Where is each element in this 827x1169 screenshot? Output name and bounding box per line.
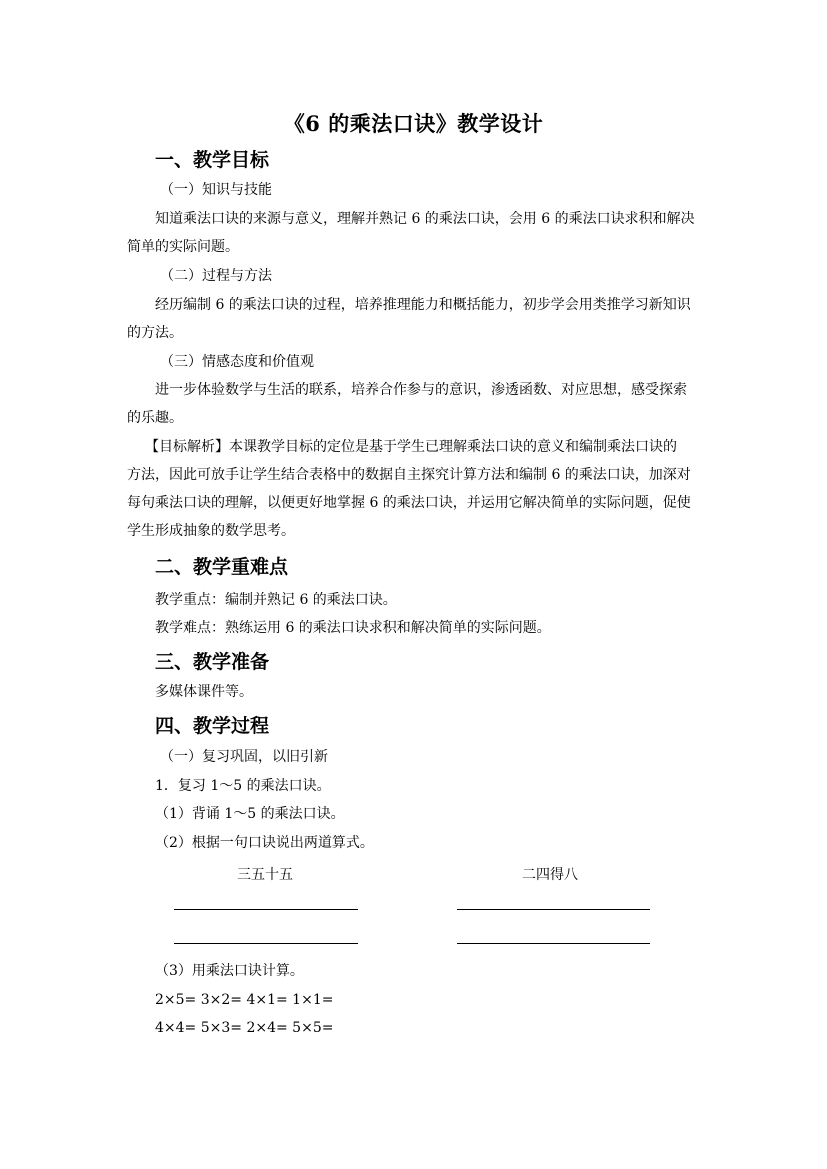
answer-blank-line: [174, 909, 358, 910]
subheading-attitude-values: （三）情感态度和价值观: [160, 354, 314, 370]
analysis-line: 【目标解析】本课教学目标的定位是基于学生已理解乘法口诀的意义和编制乘法口诀的: [145, 439, 677, 455]
rhyme-left: 三五十五: [237, 867, 293, 883]
analysis-line: 每句乘法口诀的理解，以便更好地掌握 6 的乘法口诀，并运用它解决简单的实际问题，促使: [127, 495, 691, 511]
paragraph-line: 的乐趣。: [127, 410, 183, 426]
section-heading-process: 四、教学过程: [155, 715, 270, 737]
difficulty-paragraph: 教学难点：熟练运用 6 的乘法口诀求积和解决简单的实际问题。: [155, 620, 551, 636]
section-heading-key-points: 二、教学重难点: [155, 556, 289, 578]
section-heading-preparation: 三、教学准备: [155, 651, 270, 673]
document-title: 《6 的乘法口诀》教学设计: [283, 111, 544, 136]
subheading-review: （一）复习巩固，以旧引新: [160, 749, 328, 765]
answer-blank-line: [174, 943, 358, 944]
calc-line: 2×5= 3×2= 4×1= 1×1=: [155, 992, 334, 1008]
list-item: 1．复习 1～5 的乘法口诀。: [155, 778, 331, 794]
section-heading-objectives: 一、教学目标: [155, 149, 270, 171]
preparation-paragraph: 多媒体课件等。: [155, 684, 253, 700]
paragraph-line: 简单的实际问题。: [127, 239, 239, 255]
answer-blank-line: [457, 943, 650, 944]
analysis-line: 学生形成抽象的数学思考。: [127, 523, 295, 539]
key-point-paragraph: 教学重点：编制并熟记 6 的乘法口诀。: [155, 592, 397, 608]
list-item: （1）背诵 1～5 的乘法口诀。: [155, 806, 345, 822]
rhyme-right: 二四得八: [522, 867, 578, 883]
paragraph-line: 进一步体验数学与生活的联系，培养合作参与的意识，渗透函数、对应思想，感受探索: [155, 382, 687, 398]
paragraph-line: 经历编制 6 的乘法口诀的过程，培养推理能力和概括能力，初步学会用类推学习新知识: [155, 297, 691, 313]
analysis-line: 方法，因此可放手让学生结合表格中的数据自主探究计算方法和编制 6 的乘法口诀，加深对: [127, 467, 691, 483]
calc-line: 4×4= 5×3= 2×4= 5×5=: [155, 1020, 334, 1036]
subheading-process-method: （二）过程与方法: [160, 268, 272, 284]
answer-blank-line: [457, 909, 650, 910]
subheading-knowledge-skills: （一）知识与技能: [160, 182, 272, 198]
list-item: （3）用乘法口诀计算。: [155, 963, 304, 979]
list-item: （2）根据一句口诀说出两道算式。: [155, 835, 374, 851]
paragraph-line: 的方法。: [127, 325, 183, 341]
paragraph-line: 知道乘法口诀的来源与意义，理解并熟记 6 的乘法口诀，会用 6 的乘法口诀求积和解决: [155, 211, 695, 227]
